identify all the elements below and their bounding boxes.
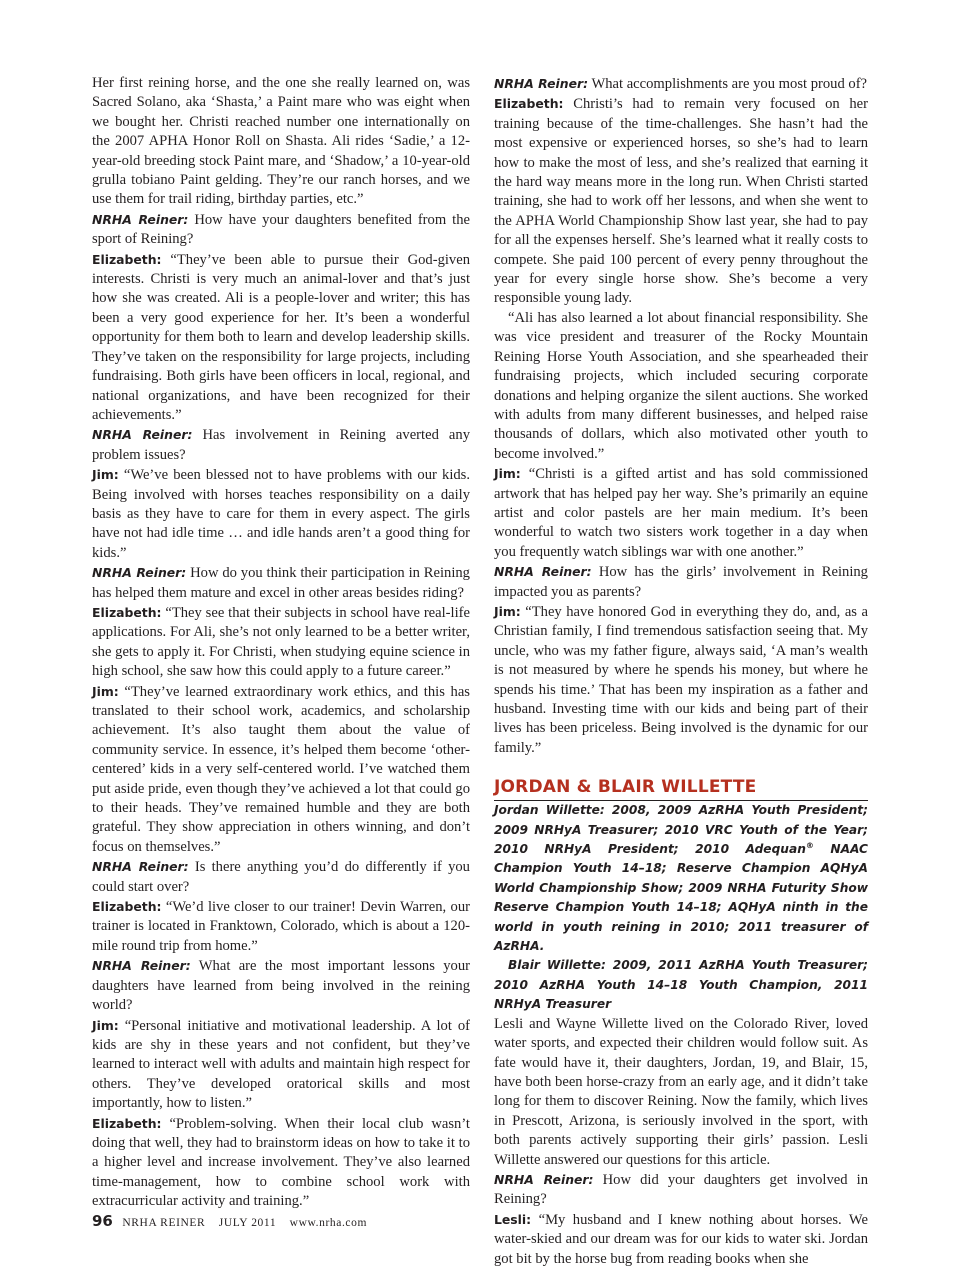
speaker-label: NRHA Reiner: xyxy=(92,211,189,227)
interview-answer xyxy=(92,1114,470,1212)
interview-answer xyxy=(494,1210,868,1269)
speaker-label: Elizabeth: xyxy=(494,96,564,112)
speaker-label: NRHA Reiner: xyxy=(92,565,187,581)
interview-answer xyxy=(92,250,470,426)
speech-text: “Problem-solving. When their local club wasn’t doing that well, they had to brainstorm ideas on how to take it to a higher level and increase involvement. They’ve also learned time-management, how to combine school work with extracurricular activity and training.” xyxy=(92,1115,470,1210)
speech-text: Christi’s had to remain very focused on her training because of the time-challenges. She hasn’t had the most expensive or experienced horses, so she’s had to learn how to make the most of less, and she’s realized that earning it the hard way means more in the long run. When Christi started training, she had to work off her lessons, and when she went to the APHA World Championship Show last year, she had to pay for all the expenses herself. She’s learned what it really costs to compete. She paid 100 percent of every penny throughout the year for every single horse show. She’s become a very responsible young lady. xyxy=(494,96,868,307)
speaker-label: Elizabeth: xyxy=(92,604,162,620)
speaker-label: Jim: xyxy=(494,603,521,619)
interview-answer xyxy=(92,1016,470,1114)
speaker-label: NRHA Reiner: xyxy=(494,76,589,91)
speaker-label: NRHA Reiner: xyxy=(92,958,191,974)
interview-answer xyxy=(92,682,470,858)
speech-text: How did your daughters get involved in Reining? xyxy=(494,1171,868,1208)
speech-text: “They see that their subjects in school have real-life applications. For Ali, she’s not only learned to be a better writer, she gets to apply it. For Christi, when studying equine science in high school, she saw how this could apply to a future career.” xyxy=(92,604,470,680)
interview-answer xyxy=(92,465,470,563)
speech-text: “They’ve been able to pursue their God-given interests. Christi is very much an animal-lover and that’s just how she was created. Ali is a people-lover and writer; this has been a very good experience for her. It’s been a wonderful opportunity for them both to learn and develop leadership skills. They’ve taken on the responsibility for large projects, including fundraising. Both girls have been officers in local, regional, and national organizations, and have been recognized for their achievements.” xyxy=(92,251,470,423)
right-column xyxy=(494,74,868,1269)
interview-question xyxy=(92,956,470,1015)
interview-question xyxy=(494,562,868,602)
speech-text: “My husband and I knew nothing about horses. We water-skied and our dream was for our kids to water ski. Jordan got bit by the horse bug from reading books when she xyxy=(494,1211,868,1267)
interview-answer xyxy=(494,464,868,562)
interview-question xyxy=(494,74,868,94)
interview-question xyxy=(92,563,470,603)
interview-answer xyxy=(92,897,470,956)
speech-text: How have your daughters benefited from the sport of Reining? xyxy=(92,211,470,248)
speaker-label: Jim: xyxy=(92,1017,119,1033)
page-footer xyxy=(92,1212,367,1230)
paragraph-text: “Ali has also learned a lot about financial responsibility. She was vice president and treasurer of the Rocky Mountain Reining Horse Youth Association, and she spearheaded their fundraising projects, which included securing corporate donations and helping organize the silent auctions. She worked with adults from many different businesses, and helped raise thousands of dollars, which also motivated other youth to become involved.” xyxy=(494,309,868,462)
website-link[interactable]: www.nrha.com xyxy=(289,1217,368,1229)
body-paragraph xyxy=(494,1015,868,1170)
speech-text: “Personal initiative and motivational leadership. A lot of kids are shy in these years and not confident, but they’ve learned to interact well with adults and maintain high respect for others. They’ve developed oratorical skills and most importantly, how to listen.” xyxy=(92,1017,470,1112)
paragraph-text: Lesli and Wayne Willette lived on the Colorado River, loved water sports, and expected their children would follow suit. As fate would have it, their daughters, Jordan, 19, and Blair, 15, have both been horse-crazy from an early age, and it didn’t take long for them to discover Reining. Now the family, which lives in Prescott, Arizona, is seriously involved in the sport, with both parents actively supporting their girls’ passion. Lesli Willette answered our questions for this article. xyxy=(494,1015,868,1168)
registered-mark: ® xyxy=(805,840,814,850)
body-paragraph xyxy=(92,74,470,210)
awards-text: Jordan Willette: 2008, 2009 AzRHA Youth President; 2009 NRHyA Treasurer; 2010 VRC Youth of the Year; 2010 NRHyA President; 2010 Adequan xyxy=(494,803,868,857)
left-column xyxy=(92,74,470,1212)
speech-text: “Christi is a gifted artist and has sold commissioned artwork that has helped pay her way. She’s primarily an equine artist and color pastels are her main medium. It’s been wonderful to watch two sisters work together in a day when you frequently watch siblings war with one another.” xyxy=(494,466,869,560)
speech-text: How do you think their participation in Reining has helped them mature and excel in other areas besides riding? xyxy=(92,565,470,601)
awards-paragraph xyxy=(494,801,868,956)
speaker-label: Lesli: xyxy=(494,1211,532,1227)
speech-text: “We’d live closer to our trainer! Devin Warren, our trainer is located in Franktown, Colorado, which is about a 120-mile round trip from home.” xyxy=(92,899,470,954)
speech-text: How has the girls’ involvement in Reining impacted you as parents? xyxy=(494,564,868,600)
interview-question xyxy=(92,857,470,897)
speech-text: Has involvement in Reining averted any problem issues? xyxy=(92,427,470,463)
awards-text-continued: NAAC Champion Youth 14–18; Reserve Champion AQHyA World Championship Show; 2009 NRHA Futurity Show Reserve Champion Youth 14–18; AQHyA ninth in the world in youth reining in 2010; 2011 treasurer of AzRHA. xyxy=(494,842,868,954)
speaker-label: NRHA Reiner: xyxy=(494,1171,594,1187)
interview-answer xyxy=(494,602,868,758)
speaker-label: Elizabeth: xyxy=(92,1115,162,1131)
paragraph-text: Her first reining horse, and the one she really learned on, was Sacred Solano, aka ‘Shasta,’ a Paint mare who was eight when we bought her. Christi reached number one internationally on the 2007 APHA Honor Roll on Shasta. Ali rides ‘Sadie,’ a 12-year-old breeding stock Paint mare, and ‘Shadow,’ a 10-year-old grulla tobiano Paint gelding. They’re our ranch horses, and we use them for trail riding, birthday parties, etc.” xyxy=(92,75,470,208)
speaker-label: Jim: xyxy=(92,467,119,483)
issue-date: JULY 2011 xyxy=(218,1217,277,1229)
page-number: 96 xyxy=(92,1212,113,1230)
interview-answer xyxy=(494,94,868,308)
speaker-label: Jim: xyxy=(494,466,521,482)
speech-text: Is there anything you’d do differently if you could start over? xyxy=(92,859,470,895)
interview-question xyxy=(92,425,470,465)
section-heading: JORDAN & BLAIR WILLETTE xyxy=(494,776,868,801)
speaker-label: NRHA Reiner: xyxy=(92,859,189,875)
speech-text: What accomplishments are you most proud of? xyxy=(591,76,868,92)
publication-name: NRHA REINER xyxy=(122,1217,206,1229)
speech-text: “We’ve been blessed not to have problems with our kids. Being involved with horses teaches responsibility on a daily basis as they have to care for them in every aspect. The girls have not had idle time … and idle hands aren’t a good thing for kids.” xyxy=(92,467,470,561)
speech-text: “They’ve learned extraordinary work ethics, and this has translated to their school work, academics, and scholarship achievement. It’s also taught them about the value of community service. In essence, it’s helped them become ‘other-centered’ kids in a very self-centered world. I’ve watched them put aside pride, even though they’ve achieved a lot that could go to their heads. They’ve remained humble and they are both grateful. They show appreciation in others winning, and don’t focus on themselves.” xyxy=(92,683,470,855)
body-paragraph xyxy=(494,309,868,464)
speaker-label: NRHA Reiner: xyxy=(494,564,592,580)
speaker-label: Elizabeth: xyxy=(92,251,162,267)
speech-text: What are the most important lessons your daughters have learned from being involved in the reining world? xyxy=(92,958,470,1014)
speech-text: “They have honored God in everything they do, and, as a Christian family, I find tremendous satisfaction seeing that. My uncle, who was my father figure, always said, ‘A man’s wealth is not measured by where he spends his money, but where he spends his time.’ That has been my inspiration as a father and husband. Investing time with our kids and being part of their lives has been priceless. Being involved is the dynamic for our family.” xyxy=(494,603,868,756)
interview-question xyxy=(92,210,470,250)
interview-answer xyxy=(92,603,470,682)
interview-question xyxy=(494,1170,868,1210)
speaker-label: NRHA Reiner: xyxy=(92,427,193,443)
speaker-label: Jim: xyxy=(92,683,119,699)
awards-paragraph xyxy=(494,956,868,1014)
speaker-label: Elizabeth: xyxy=(92,899,162,915)
awards-text: Blair Willette: 2009, 2011 AzRHA Youth Treasurer; 2010 AzRHA Youth 14–18 Youth Champion, 2011 NRHyA Treasurer xyxy=(494,958,868,1012)
